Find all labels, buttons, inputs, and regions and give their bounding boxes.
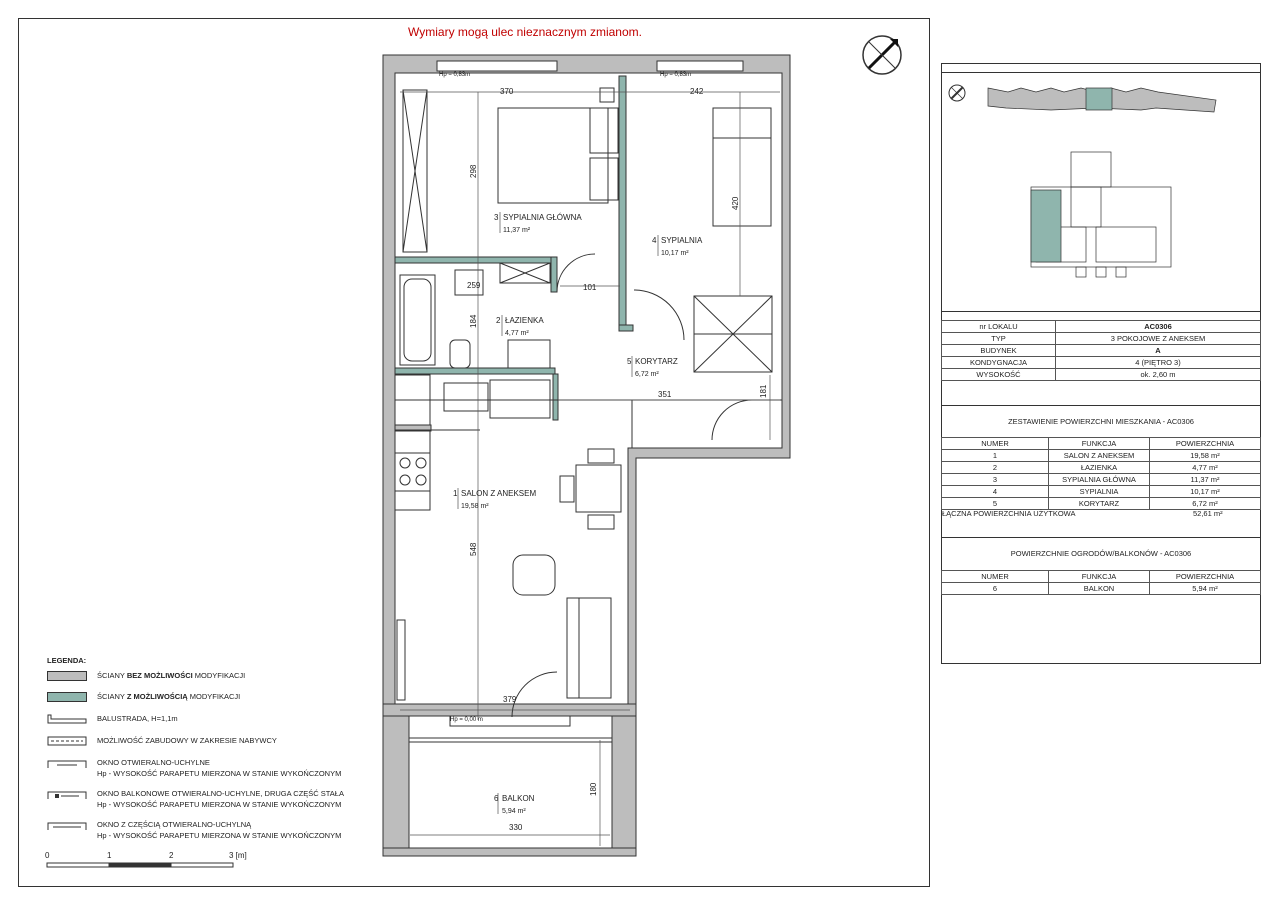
walls-fixed [383, 55, 790, 856]
room-1-name: SALON Z ANEKSEM [461, 489, 537, 498]
room-2-num: 2 [496, 316, 501, 325]
areas-row: 4 SYPIALNIA 10,17 m² [942, 486, 1261, 498]
info-divider-balcony [941, 537, 1261, 538]
info-divider-top [941, 72, 1261, 73]
balcony-title: POWIERZCHNIE OGRODÓW/BALKONÓW - AC0306 [1010, 549, 1192, 558]
scale-1: 1 [107, 851, 112, 860]
room-3-name: SYPIALNIA GŁÓWNA [503, 213, 582, 222]
dim-351: 351 [658, 390, 672, 399]
room-4-num: 4 [652, 236, 657, 245]
dim-180: 180 [589, 782, 598, 796]
info-row: TYP 3 POKOJOWE Z ANEKSEM [942, 333, 1261, 345]
info-divider-areas [941, 405, 1261, 406]
areas-row: 1 SALON Z ANEKSEM 19,58 m² [942, 450, 1261, 462]
areas-row: 2 ŁAZIENKA 4,77 m² [942, 462, 1261, 474]
room-1-area: 19,58 m² [461, 503, 489, 510]
dim-242: 242 [690, 87, 704, 96]
total-area-label: ŁĄCZNA POWIERZCHNIA UŻYTKOWA [942, 509, 1076, 518]
info-row: BUDYNEK A [942, 345, 1261, 357]
areas-table [941, 437, 1261, 510]
room-5-name: KORYTARZ [635, 357, 678, 366]
window-icon [47, 758, 87, 768]
info-row: nr LOKALU AC0306 [942, 321, 1261, 333]
room-6-num: 6 [494, 794, 499, 803]
window-height-3: Hp = 0,00 m [450, 717, 483, 723]
areas-header: NUMER FUNKCJA POWIERZCHNIA [942, 438, 1261, 450]
info-row: KONDYGNACJA 4 (PIĘTRO 3) [942, 357, 1261, 369]
dim-181: 181 [759, 384, 768, 398]
fixed-wall-swatch [47, 671, 87, 681]
apartment-info-table [941, 320, 1261, 381]
dim-298: 298 [469, 164, 478, 178]
room-3-num: 3 [494, 213, 499, 222]
balcony-window-icon [47, 789, 87, 799]
windows [409, 61, 743, 742]
scale-0: 0 [45, 851, 50, 860]
dim-548: 548 [469, 542, 478, 556]
room-5-num: 5 [627, 357, 632, 366]
balcony-header: NUMER FUNKCJA POWIERZCHNIA [942, 571, 1261, 583]
info-row: WYSOKOŚĆ ok. 2,60 m [942, 369, 1261, 381]
areas-row: 5 KORYTARZ 6,72 m² [942, 498, 1261, 510]
balcony-table [941, 570, 1261, 595]
balcony-row: 6 BALKON 5,94 m² [942, 583, 1261, 595]
dim-184: 184 [469, 314, 478, 328]
areas-title: ZESTAWIENIE POWIERZCHNI MIESZKANIA - AC0306 [1008, 417, 1194, 426]
room-2-area: 4,77 m² [505, 330, 529, 337]
dim-330: 330 [509, 823, 523, 832]
window-height-2: Hp = 0,83m [660, 72, 692, 78]
furniture [395, 88, 772, 717]
balustrade-icon [47, 714, 87, 724]
scale-3: 3 [m] [229, 851, 247, 860]
dashed-line-icon [47, 736, 87, 746]
areas-row: 3 SYPIALNIA GŁÓWNA 11,37 m² [942, 474, 1261, 486]
room-6-area: 5,94 m² [502, 808, 526, 815]
total-area-value: 52,61 m² [1193, 509, 1223, 518]
modifiable-wall-swatch [47, 692, 87, 702]
legend-title: LEGENDA: [47, 656, 87, 665]
room-2-name: ŁAZIENKA [505, 316, 544, 325]
scale-2: 2 [169, 851, 174, 860]
room-6-name: BALKON [502, 794, 535, 803]
room-1-num: 1 [453, 489, 458, 498]
partial-window-icon [47, 820, 87, 830]
room-4-name: SYPIALNIA [661, 236, 703, 245]
dim-420: 420 [731, 196, 740, 210]
info-divider-mid [941, 311, 1261, 312]
dim-259: 259 [467, 281, 481, 290]
room-5-area: 6,72 m² [635, 371, 659, 378]
room-4-area: 10,17 m² [661, 250, 689, 257]
dimension-warning: Wymiary mogą ulec nieznacznym zmianom. [408, 25, 642, 39]
dim-370: 370 [500, 87, 514, 96]
dim-379: 379 [503, 695, 517, 704]
room-3-area: 11,37 m² [503, 227, 531, 234]
window-height-1: Hp = 0,83m [439, 72, 471, 78]
dim-101: 101 [583, 283, 597, 292]
key-plan [946, 82, 1246, 302]
scale-bar [45, 860, 245, 874]
